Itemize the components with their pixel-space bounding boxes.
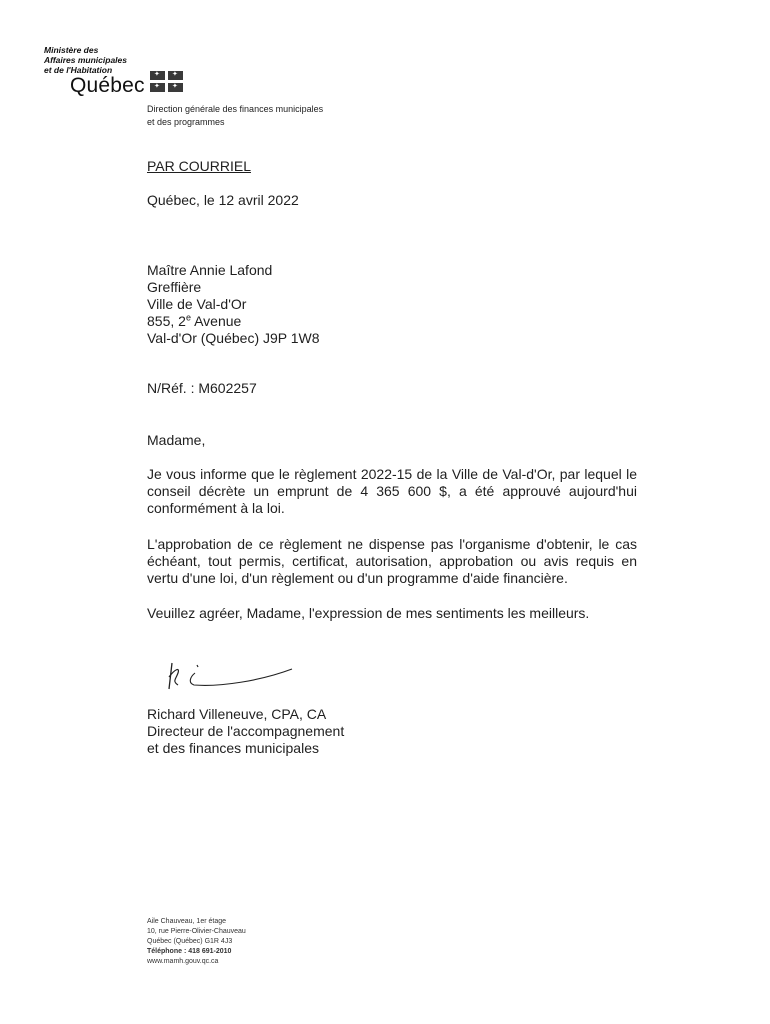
delivery-method: PAR COURRIEL — [147, 158, 251, 174]
ordinal-suffix: e — [185, 312, 191, 323]
paragraph-closing: Veuillez agréer, Madame, l'expression de mes sentiments les meilleurs. — [147, 605, 590, 621]
footer-website: www.mamh.gouv.qc.ca — [147, 958, 219, 965]
fleur-de-lis-icon — [150, 83, 165, 92]
street-number: 855, 2 — [147, 313, 186, 329]
direction-name — [147, 103, 323, 129]
footer-line-2: 10, rue Pierre-Olivier-Chauveau — [147, 928, 246, 935]
paragraph-permits: L'approbation de ce règlement ne dispense pas l'organisme d'obtenir, le cas échéant, tout permis, certificat, autorisation, approbation ou avis requis en vertu d'une loi, d'un règlement ou d'un programme d'aide financière. — [147, 536, 637, 586]
quebec-wordmark: Québec — [70, 74, 145, 97]
recipient-street — [147, 313, 320, 330]
ministry-line-2: Affaires municipales — [44, 55, 127, 65]
recipient-title: Greffière — [147, 279, 202, 295]
footer-line-1: Aile Chauveau, 1er étage — [147, 918, 226, 925]
quebec-flag-icon — [150, 71, 183, 92]
ministry-line-3: et de l'Habitation — [44, 65, 113, 75]
signatory-title-2: et des finances municipales — [147, 740, 319, 756]
recipient-address — [147, 262, 320, 347]
handwritten-signature — [150, 655, 300, 695]
signatory-title-1: Directeur de l'accompagnement — [147, 723, 345, 739]
footer-line-3: Québec (Québec) G1R 4J3 — [147, 938, 233, 945]
fleur-de-lis-icon — [168, 71, 183, 80]
footer-phone: Téléphone : 418 691-2010 — [147, 948, 232, 955]
signatory-name: Richard Villeneuve, CPA, CA — [147, 706, 327, 722]
ministry-name — [44, 45, 127, 75]
paragraph-approval: Je vous informe que le règlement 2022-15 de la Ville de Val-d'Or, par lequel le conseil décrète un emprunt de 4 365 600 $, a été approuvé aujourd'hui conformément à la loi. — [147, 466, 637, 516]
ministry-line-1: Ministère des — [44, 45, 99, 55]
recipient-organization: Ville de Val-d'Or — [147, 296, 247, 312]
fleur-de-lis-icon — [150, 71, 165, 80]
direction-line-1: Direction générale des finances municipales — [147, 104, 324, 114]
salutation: Madame, — [147, 432, 206, 448]
fleur-de-lis-icon — [168, 83, 183, 92]
reference-number: N/Réf. : M602257 — [147, 380, 257, 396]
letter-date: Québec, le 12 avril 2022 — [147, 192, 299, 208]
recipient-city: Val-d'Or (Québec) J9P 1W8 — [147, 330, 320, 346]
recipient-name: Maître Annie Lafond — [147, 262, 273, 278]
footer-address — [147, 917, 246, 967]
signature-block — [147, 706, 344, 757]
direction-line-2: et des programmes — [147, 117, 225, 127]
street-name: Avenue — [190, 313, 242, 329]
